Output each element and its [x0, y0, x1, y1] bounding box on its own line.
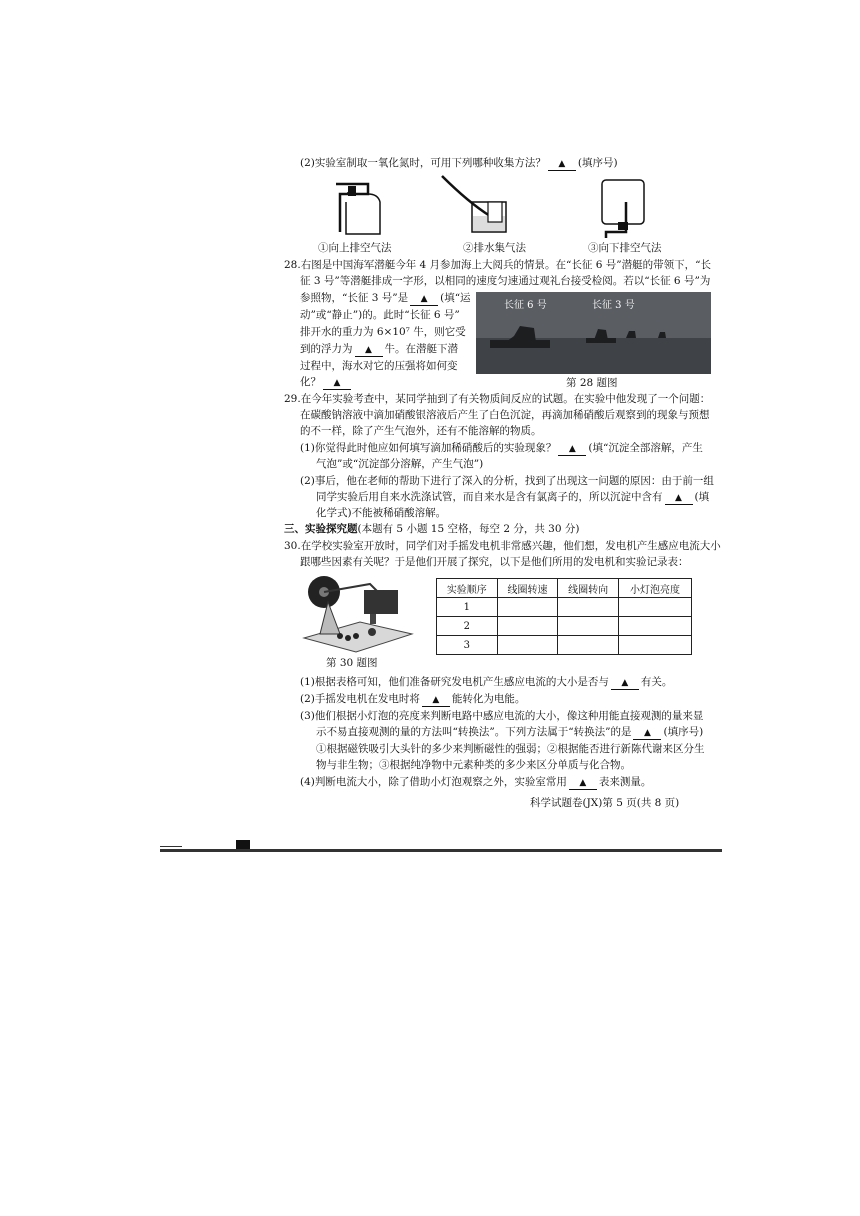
q30-sub3-suffix: (填序号): [663, 726, 704, 738]
section3-desc: (本题有 5 小题 15 空格，每空 2 分，共 30 分): [357, 523, 580, 535]
q30-sub3-line2: [316, 725, 703, 740]
cell-coil-speed[interactable]: [497, 617, 558, 636]
q28-blank-3[interactable]: ▲: [323, 378, 351, 390]
section3-title: 三、实验探究题: [284, 523, 358, 535]
header-coil-direction: 线圈转向: [558, 579, 619, 598]
q29-sub2-text: 同学实验后用自来水洗涤试管，而自来水是含有氯离子的，所以沉淀中含有: [316, 491, 663, 503]
q29-sub1-suffix: (填“沉淀全部溶解，产生: [588, 442, 703, 454]
q30-sub2-suffix: 能转化为电能。: [451, 693, 526, 705]
cell-coil-speed[interactable]: [497, 598, 558, 617]
table-row: [437, 598, 692, 617]
q29-sub2-line1: (2)事后，他在老师的帮助下进行了深入的分析，找到了出现这一问题的原因：由于前一组: [300, 475, 714, 487]
header-bulb-brightness: 小灯泡亮度: [618, 579, 691, 598]
q29-blank-1[interactable]: ▲: [558, 444, 586, 456]
q30-sub4: [300, 775, 651, 790]
q30-sub3-line1: (3)他们根据小灯泡的亮度来判断电路中感应电流的大小，像这种用能直接观测的量来显: [300, 710, 704, 722]
q29-sub2-line3: 化学式)不能被稀硝酸溶解。: [316, 507, 447, 519]
q30-line2: 跟哪些因素有关呢？于是他们开展了探究，以下是他们所用的发电机和实验记录表：: [300, 556, 689, 568]
q27-2-prefix: (2)实验室制取一氧化氮时，可用下列哪种收集方法？: [300, 157, 546, 169]
experiment-record-table: [436, 578, 692, 655]
q29-line3: 的不一样，除了产生气泡外，还有不能溶解的物质。: [300, 425, 542, 437]
q28-line7: 过程中，海水对它的压强将如何变: [300, 360, 458, 372]
table-header-row: [437, 579, 692, 598]
q30-sub4-suffix: 表来测量。: [598, 776, 652, 788]
option-1-label: ①向上排空气法: [318, 242, 392, 254]
q30-blank-4[interactable]: ▲: [569, 778, 597, 790]
q27-2-question: [300, 156, 618, 171]
cell-order: 1: [437, 598, 498, 617]
q28-caption: 第 28 题图: [566, 377, 618, 389]
q29-sub2-line2: [316, 490, 709, 505]
cell-bulb-brightness[interactable]: [618, 598, 691, 617]
hand-generator-image: [300, 572, 415, 654]
option-3-label: ③向下排空气法: [588, 242, 662, 254]
cell-order: 3: [437, 636, 498, 655]
cell-coil-direction[interactable]: [558, 636, 619, 655]
table-row: [437, 617, 692, 636]
header-order: 实验顺序: [437, 579, 498, 598]
q30-sub1: [300, 675, 672, 690]
cell-order: 2: [437, 617, 498, 636]
cell-coil-direction[interactable]: [558, 617, 619, 636]
q30-sub3-line4: 物与非生物；③根据纯净物中元素种类的多少来区分单质与化合物。: [316, 759, 631, 771]
q28-line6: [300, 342, 458, 357]
q28-line3-text: 参照物，“长征 3 号”是: [300, 292, 409, 304]
q27-2-answer-blank[interactable]: ▲: [548, 159, 576, 171]
photo-label-left: 长征 6 号: [504, 300, 547, 311]
q28-line6-text: 到的浮力为: [300, 343, 353, 355]
upward-air-displacement-diagram: [318, 172, 388, 242]
table-row: [437, 636, 692, 655]
q29-blank-2[interactable]: ▲: [665, 493, 693, 505]
scan-mark-short-line: [160, 846, 182, 847]
q30-blank-1[interactable]: ▲: [611, 678, 639, 690]
q30-sub3-text: 示不易直接观测的量的方法叫“转换法”。下列方法属于“转换法”的是: [316, 726, 632, 738]
q28-line3: [300, 291, 471, 306]
header-coil-speed: 线圈转速: [497, 579, 558, 598]
q29-line1: 29.在今年实验考查中，某同学抽到了有关物质间反应的试题。在实验中他发现了一个问题：: [284, 393, 711, 405]
q30-line1: 30.在学校实验室开放时，同学们对手摇发电机非常感兴趣，他们想，发电机产生感应电流大小: [284, 540, 721, 552]
q28-line8: [300, 375, 353, 390]
q30-blank-3[interactable]: ▲: [633, 728, 661, 740]
section3-heading: [284, 522, 579, 536]
water-displacement-diagram: [438, 172, 518, 242]
q30-sub1-text: (1)根据表格可知，他们准备研究发电机产生感应电流的大小是否与: [300, 676, 609, 688]
q30-sub4-text: (4)判断电流大小，除了借助小灯泡观察之外，实验室常用: [300, 776, 567, 788]
q28-line2: 征 3 号”等潜艇排成一字形，以相同的速度匀速通过观礼台接受检阅。若以“长征 6 号”为: [300, 275, 711, 287]
q30-sub2: [300, 692, 525, 707]
q30-blank-2[interactable]: ▲: [422, 695, 450, 707]
q28-line1: 28.右图是中国海军潜艇今年 4 月参加海上大阅兵的情景。在“长征 6 号”潜艇的带领下，“长: [284, 259, 712, 271]
cell-bulb-brightness[interactable]: [618, 636, 691, 655]
q30-sub1-suffix: 有关。: [640, 676, 673, 688]
q29-sub1-cont: 气泡”或“沉淀部分溶解，产生气泡”): [316, 458, 484, 470]
cell-coil-direction[interactable]: [558, 598, 619, 617]
q28-line3-suffix: (填“运: [440, 292, 471, 304]
q29-sub1-text: (1)你觉得此时他应如何填写滴加稀硝酸后的实验现象？: [300, 442, 557, 454]
cell-coil-speed[interactable]: [497, 636, 558, 655]
q29-sub1: [300, 441, 703, 456]
q28-line8-text: 化？: [300, 376, 321, 388]
q28-line4: 动”或“静止”)的。此时“长征 6 号”: [300, 309, 460, 321]
q30-sub2-text: (2)手摇发电机在发电时将: [300, 693, 420, 705]
option-2-label: ②排水集气法: [463, 242, 526, 254]
q28-blank-1[interactable]: ▲: [410, 294, 438, 306]
q30-sub3-line3: ①根据磁铁吸引大头针的多少来判断磁性的强弱；②根据能否进行新陈代谢来区分生: [316, 743, 705, 755]
page-footer: 科学试题卷(JX)第 5 页(共 8 页): [530, 797, 680, 809]
q28-blank-2[interactable]: ▲: [355, 345, 383, 357]
q28-line6-suffix: 牛。在潜艇下潜: [384, 343, 458, 355]
cell-bulb-brightness[interactable]: [618, 617, 691, 636]
downward-air-displacement-diagram: [588, 172, 658, 242]
q29-sub2-suffix: (填: [694, 491, 710, 503]
q28-line5: 排开水的重力为 6×10⁷ 牛，则它受: [300, 326, 466, 338]
q29-line2: 在碳酸钠溶液中滴加硝酸银溶液后产生了白色沉淀，再滴加稀硝酸后观察到的现象与预想: [300, 409, 710, 421]
page-bottom-rule: [160, 849, 722, 852]
photo-label-right: 长征 3 号: [592, 300, 635, 311]
q27-2-suffix: (填序号): [577, 157, 618, 169]
submarine-photo: [476, 292, 711, 374]
q30-caption: 第 30 题图: [326, 657, 378, 669]
